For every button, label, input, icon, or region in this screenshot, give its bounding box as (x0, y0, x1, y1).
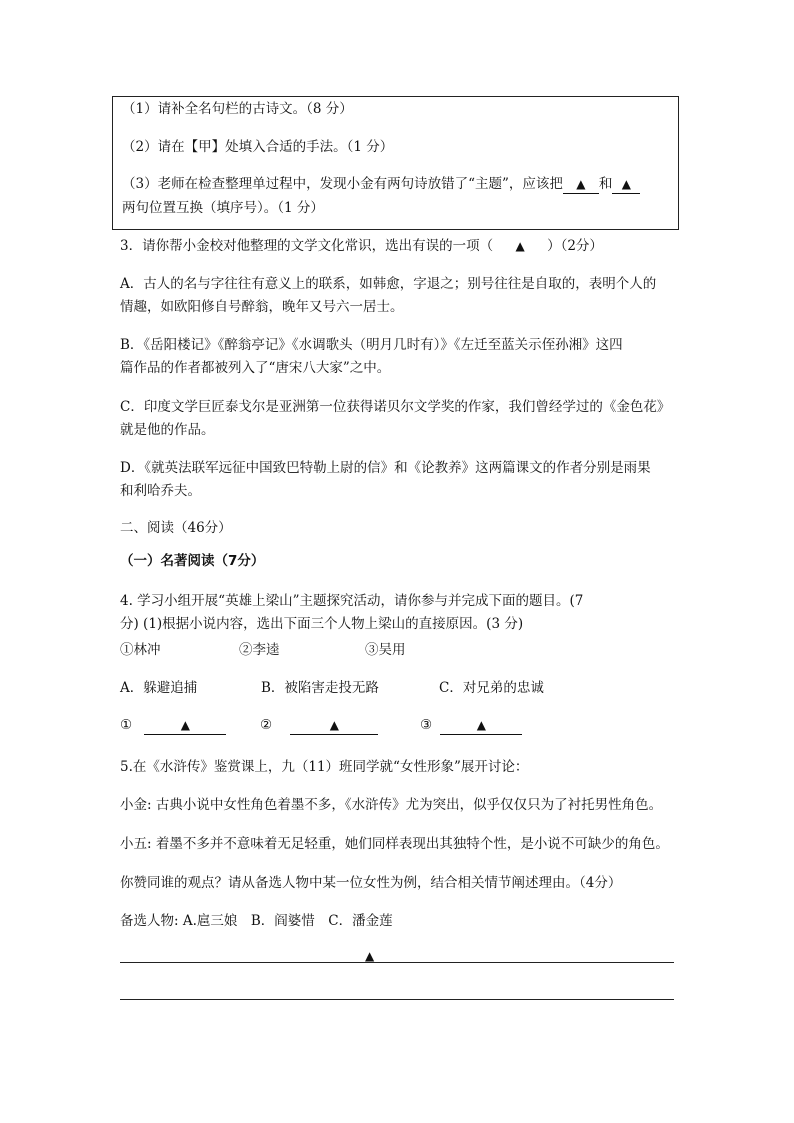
q3-option-b-line1: B．《岳阳楼记》《醉翁亭记》《水调歌头（明月几时有）》《左迁至蓝关示侄孙湘》这四 (120, 337, 623, 353)
box-line-3-and: 和 (598, 176, 613, 192)
q5-xiaowu: 小五: 着墨不多并不意味着无足轻重，她们同样表现出其独特个性，是小说不可缺少的角色。 (120, 836, 669, 852)
triangle-mark-icon: ▲ (621, 177, 632, 191)
q3-option-a-line2: 情趣，如欧阳修自号醉翁，晚年又号六一居士。 (120, 299, 404, 315)
q3-option-c-line1: C．印度文学巨匠泰戈尔是亚洲第一位获得诺贝尔文学奖的作家，我们曾经学过的《金色花》 (120, 399, 671, 415)
q4-answer-3 (420, 715, 522, 735)
q3-option-c-line2: 就是他的作品。 (120, 422, 215, 438)
q4-person-2: ②李逵 (239, 642, 280, 658)
q5-candidates: 备选人物: A.扈三娘 B．阎婆惜 C．潘金莲 (120, 913, 393, 929)
q5-answer-line-1[interactable] (120, 962, 674, 963)
q4-stem-line2: 分) (1)根据小说内容，选出下面三个人物上梁山的直接原因。(3 分) (120, 616, 524, 632)
triangle-mark-icon: ▲ (365, 949, 375, 963)
q3-option-b-line2: 篇作品的作者都被列入了“唐宋八大家”之中。 (120, 360, 391, 376)
q4-option-c: C．对兄弟的忠诚 (439, 680, 544, 696)
triangle-mark-icon: ▲ (576, 177, 586, 191)
q4-stem-line1: 4. 学习小组开展“英雄上梁山”主题探究活动，请你参与并完成下面的题目。(7 (120, 593, 584, 609)
q4-answer-1-label: ① (120, 717, 133, 733)
q5-xiaojin: 小金: 古典小说中女性角色着墨不多，《水浒传》尤为突出，似乎仅仅只为了衬托男性角色。 (120, 797, 663, 813)
q4-option-a: A．躲避追捕 (120, 680, 198, 696)
triangle-mark-icon: ▲ (180, 718, 191, 732)
q5-question: 你赞同谁的观点？请从备选人物中某一位女性为例，结合相关情节阐述理由。（4分） (120, 875, 622, 891)
q4-person-1: ①林冲 (120, 642, 161, 658)
q4-answer-2 (260, 715, 378, 735)
triangle-mark-icon: ▲ (515, 239, 525, 253)
q4-answer-3-label: ③ (420, 717, 433, 733)
section-subtitle: （一）名著阅读（7分） (120, 553, 265, 569)
q4-answer-2-blank[interactable] (290, 716, 378, 735)
answer-blank-1[interactable] (563, 175, 599, 194)
box-line-1: （1）请补全名句栏的古诗文。（8 分） (122, 101, 353, 117)
q5-answer-line-2[interactable] (120, 999, 674, 1000)
answer-blank-2[interactable] (612, 175, 640, 194)
q3-stem (120, 236, 603, 256)
q3-stem-text: 3．请你帮小金校对他整理的文学文化常识，选出有误的一项（ (120, 238, 494, 254)
q4-answer-1 (120, 715, 226, 735)
section-title: 二、阅读（46分） (120, 520, 232, 536)
q3-answer-slot[interactable] (493, 236, 547, 256)
q3-option-d-line2: 和利哈乔夫。 (120, 483, 201, 499)
q4-person-3: ③吴用 (365, 642, 406, 658)
q4-option-b: B．被陷害走投无路 (261, 680, 379, 696)
box-line-3-text: （3）老师在检查整理单过程中，发现小金有两句诗放错了“主题”，应该把 (122, 176, 563, 192)
q4-answer-1-blank[interactable] (144, 716, 226, 735)
q3-stem-score: ）（2分） (547, 238, 603, 254)
q4-answer-2-label: ② (260, 717, 273, 733)
q4-answer-3-blank[interactable] (440, 716, 522, 735)
q5-stem: 5.在《水浒传》鉴赏课上，九（11）班同学就“女性形象”展开讨论： (120, 759, 529, 775)
triangle-mark-icon: ▲ (329, 718, 340, 732)
triangle-mark-icon: ▲ (476, 718, 487, 732)
box-line-4: 两句位置互换（填序号）。（1 分） (122, 200, 324, 216)
q3-option-d-line1: D．《就英法联军远征中国致巴特勒上尉的信》和《论教养》这两篇课文的作者分别是雨果 (120, 460, 651, 476)
box-line-3 (122, 174, 640, 194)
box-line-2: （2）请在【甲】处填入合适的手法。（1 分） (122, 139, 394, 155)
q3-option-a-line1: A．古人的名与字往往有意义上的联系，如韩愈，字退之；别号往往是自取的，表明个人的 (120, 276, 657, 292)
